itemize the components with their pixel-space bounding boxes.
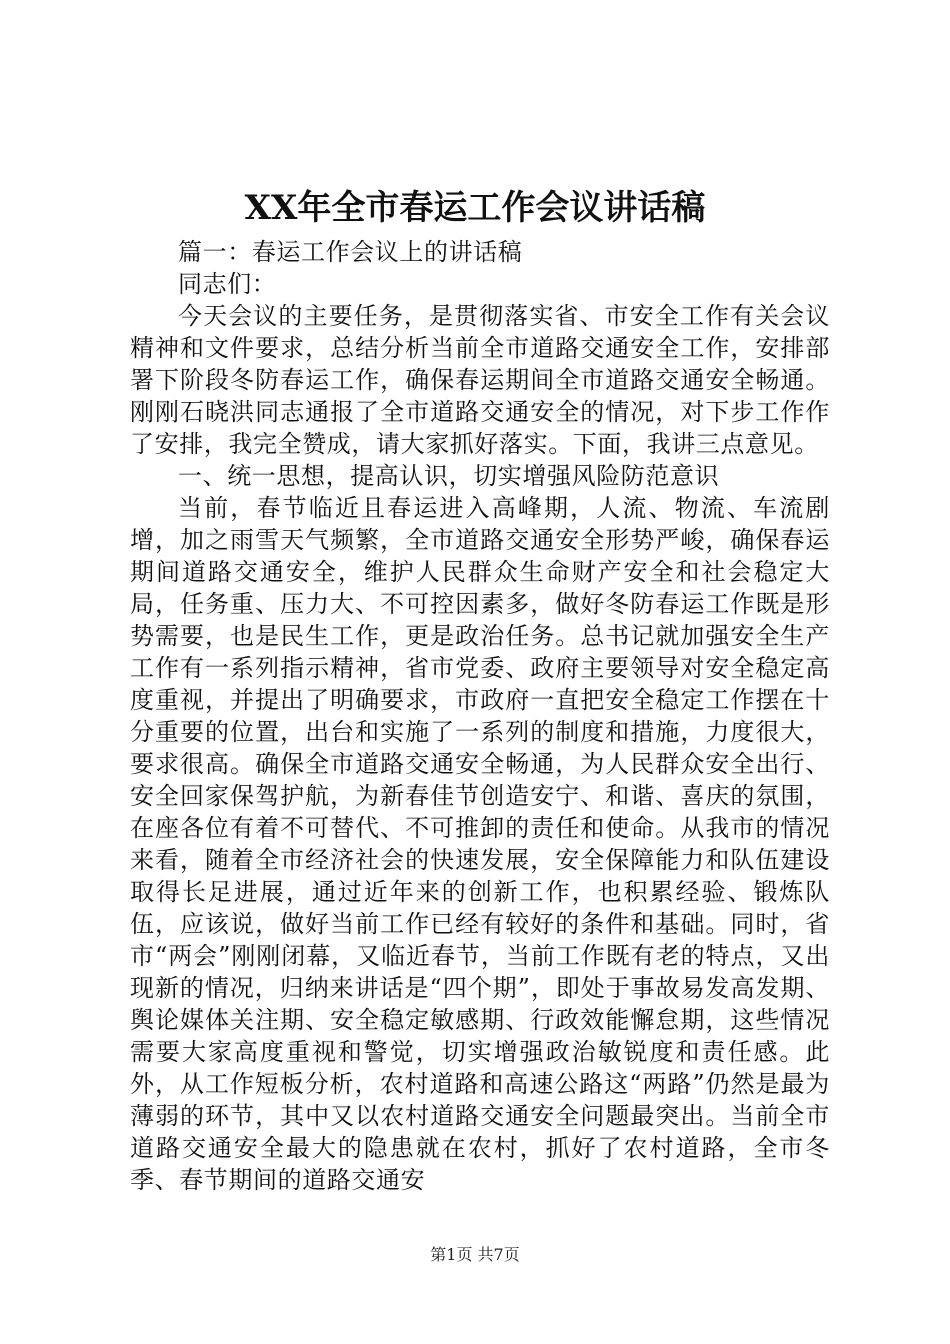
section-heading: 篇一：春运工作会议上的讲话稿 <box>178 238 523 266</box>
subheading-one: 一、统一思想，提高认识，切实增强风险防范意识 <box>178 462 720 490</box>
document-body <box>130 236 830 1196</box>
salutation: 同志们： <box>178 270 277 298</box>
document-title: XX年全市春运工作会议讲话稿 <box>244 188 706 228</box>
page-number: 第1页 共7页 <box>430 1245 520 1264</box>
paragraph-intro: 今天会议的主要任务，是贯彻落实省、市安全工作有关会议精神和文件要求，总结分析当前全市道路交通安全工作，安排部署下阶段冬防春运工作，确保春运期间全市道路交通安全畅通。刚刚石晓洪同志通报了全市道路交通安全的情况，对下步工作作了安排，我完全赞成，请大家抓好落实。下面，我讲三点意见。 <box>130 302 830 458</box>
paragraph-main: 当前，春节临近且春运进入高峰期，人流、物流、车流剧增，加之雨雪天气频繁，全市道路交通安全形势严峻，确保春运期间道路交通安全，维护人民群众生命财产安全和社会稳定大局，任务重、压力大、不可控因素多，做好冬防春运工作既是形势需要，也是民生工作，更是政治任务。总书记就加强安全生产工作有一系列指示精神，省市党委、政府主要领导对安全稳定高度重视，并提出了明确要求，市政府一直把安全稳定工作摆在十分重要的位置，出台和实施了一系列的制度和措施，力度很大，要求很高。确保全市道路交通安全畅通，为人民群众安全出行、安全回家保驾护航，为新春佳节创造安宁、和谐、喜庆的氛围，在座各位有着不可替代、不可推卸的责任和使命。从我市的情况来看，随着全市经济社会的快速发展，安全保障能力和队伍建设取得长足进展，通过近年来的创新工作，也积累经验、锻炼队伍，应该说，做好当前工作已经有较好的条件和基础。同时，省市“两会”刚刚闭幕，又临近春节，当前工作既有老的特点，又出现新的情况，归纳来讲话是“四个期”，即处于事故易发高发期、舆论媒体关注期、安全稳定敏感期、行政效能懈怠期，这些情况需要大家高度重视和警觉，切实增强政治敏锐度和责任感。此外，从工作短板分析，农村道路和高速公路这“两路”仍然是最为薄弱的环节，其中又以农村道路交通安全问题最突出。当前全市道路交通安全最大的隐患就在农村，抓好了农村道路，全市冬季、春节期间的道路交通安 <box>130 494 830 1194</box>
